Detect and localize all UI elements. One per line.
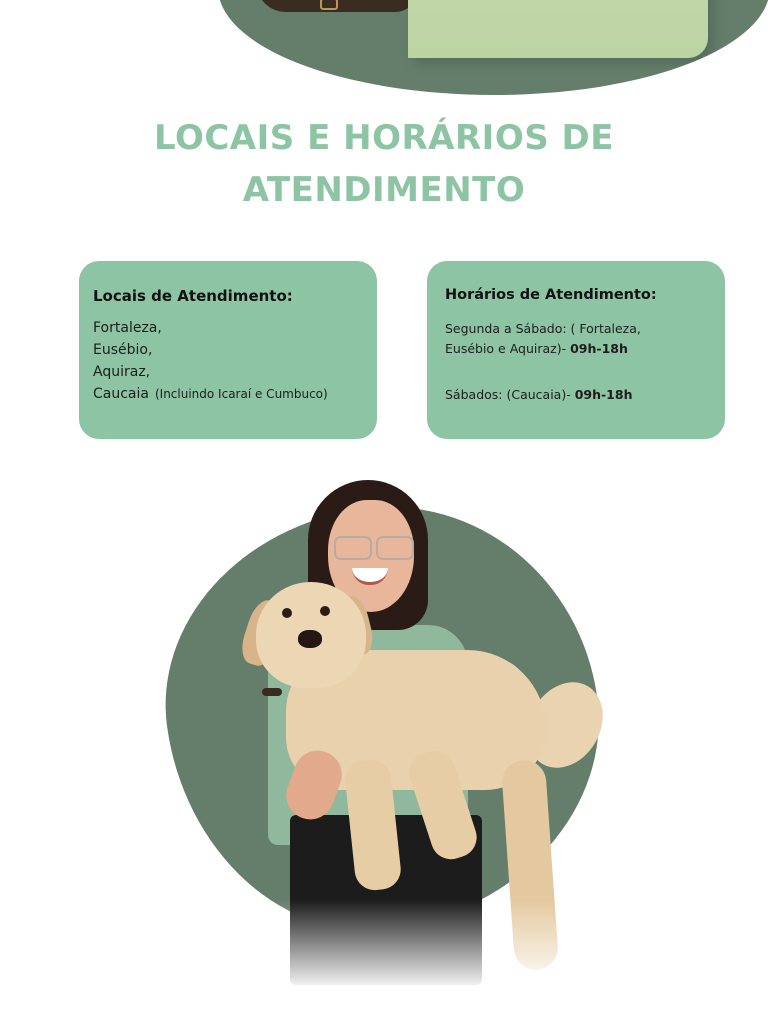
location-item: Fortaleza, <box>93 320 162 336</box>
glasses-lens-left <box>334 536 372 560</box>
location-item: Aquiraz, <box>93 364 151 380</box>
pants-illustration <box>408 0 708 58</box>
dog-collar <box>262 688 282 696</box>
locations-card <box>79 261 377 439</box>
dog-eye-left <box>282 608 292 618</box>
top-decorative-photo <box>218 0 768 95</box>
shoe-buckle <box>320 0 338 10</box>
section-title-line-2: ATENDIMENTO <box>242 170 526 210</box>
section-title <box>0 112 768 216</box>
bottom-fade <box>268 900 568 1030</box>
hours-line-1: Segunda a Sábado: ( Fortaleza, <box>445 321 641 336</box>
glasses-icon <box>334 536 414 558</box>
hours-line-3-text: Sábados: (Caucaia)- <box>445 387 575 402</box>
location-item-caucaia <box>93 383 363 405</box>
section-title-line-1: LOCAIS E HORÁRIOS DE <box>153 118 615 158</box>
hours-line-2 <box>445 339 707 359</box>
vet-with-dog-illustration <box>0 460 768 1024</box>
hours-line-2-time: 09h-18h <box>570 341 628 356</box>
spacer <box>445 359 707 385</box>
locations-card-title: Locais de Atendimento: <box>93 287 293 305</box>
dog-eye-right <box>320 606 330 616</box>
dog-nose <box>298 630 322 648</box>
location-item: Caucaia <box>93 386 149 402</box>
hours-line-3-time: 09h-18h <box>574 387 633 402</box>
hours-line-2-text: Eusébio e Aquiraz)- <box>445 341 571 356</box>
location-note: (Incluindo Icaraí e Cumbuco) <box>154 387 328 401</box>
hours-line-3 <box>445 385 707 405</box>
hours-card-title: Horários de Atendimento: <box>445 287 657 303</box>
glasses-lens-right <box>376 536 414 560</box>
location-item: Eusébio, <box>93 342 153 358</box>
hours-card <box>427 261 725 439</box>
